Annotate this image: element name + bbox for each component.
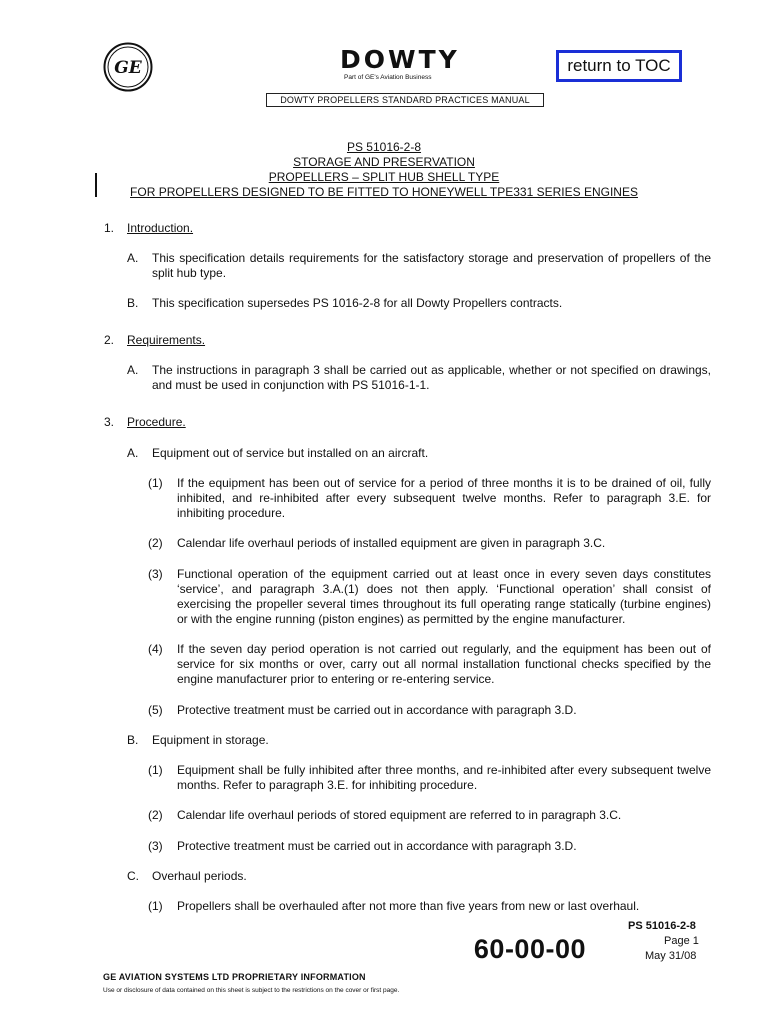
s3-c-text: Overhaul periods. <box>152 869 247 883</box>
section-2-number: 2. <box>104 333 115 347</box>
s3-a4-text: If the seven day period operation is not carried out regularly, and the equipment has been out of service for six months or over, carry out all normal installation functional checks specified by the engine manufacturer prior to entering or re-entering service. <box>177 642 711 686</box>
section-1-number: 1. <box>104 221 115 235</box>
s1-a-letter: A. <box>127 251 139 265</box>
s3-a3-text: Functional operation of the equipment carried out at least once in every seven days constitutes ‘service’, and paragraph 3.A.(1) does not then apply. ‘Functional operation’ shall consist of exercising the propeller several times throughout its full operating range statically (turbine engines) or with the engine running (piston engines) as permitted by the engine manufacturer. <box>177 567 711 626</box>
return-to-toc-button[interactable]: return to TOC <box>556 50 682 82</box>
chapter-number: 60-00-00 <box>473 934 586 964</box>
title-line-3: FOR PROPELLERS DESIGNED TO BE FITTED TO HONEYWELL TPE331 SERIES ENGINES <box>130 185 638 199</box>
section-1-heading: Introduction. <box>127 221 194 235</box>
s3-c1-text: Propellers shall be overhauled after not more than five years from new or last overhaul. <box>177 899 640 913</box>
s3-b1-text: Equipment shall be fully inhibited after three months, and re-inhibited after every subsequent twelve months. Refer to paragraph 3.E. for inhibiting procedure. <box>177 763 711 792</box>
manual-title: DOWTY PROPELLERS STANDARD PRACTICES MANUAL <box>266 93 544 107</box>
s3-a2-number: (2) <box>148 536 163 550</box>
s2-a-text: The instructions in paragraph 3 shall be carried out as applicable, whether or not specified on drawings, and must be used in conjunction with PS 51016-1-1. <box>152 363 711 392</box>
s3-b1-number: (1) <box>148 763 163 777</box>
dowty-subtitle: Part of GE's Aviation Business <box>344 74 432 81</box>
s3-b-letter: B. <box>127 733 139 747</box>
s3-c-letter: C. <box>127 869 139 883</box>
s3-a-text: Equipment out of service but installed on an aircraft. <box>152 446 429 460</box>
footer-doc-id: PS 51016-2-8 <box>628 920 696 932</box>
s3-a3-number: (3) <box>148 567 163 581</box>
document-title <box>0 140 768 200</box>
s3-b3-number: (3) <box>148 839 163 853</box>
s3-b2-number: (2) <box>148 808 163 822</box>
section-3-number: 3. <box>104 415 115 429</box>
dowty-logo <box>340 47 480 82</box>
ge-logo <box>103 42 153 92</box>
section-2-heading: Requirements. <box>127 333 206 347</box>
s3-a4-number: (4) <box>148 642 163 656</box>
s3-b3-text: Protective treatment must be carried out in accordance with paragraph 3.D. <box>177 839 577 853</box>
s3-a5-number: (5) <box>148 703 163 717</box>
title-doc-id: PS 51016-2-8 <box>346 140 422 154</box>
proprietary-label: GE AVIATION SYSTEMS LTD PROPRIETARY INFORMATION <box>103 972 366 982</box>
s1-a-text: This specification details requirements for the satisfactory storage and preservation of propellers of the split hub type. <box>152 251 711 280</box>
dowty-wordmark: DOWTY <box>340 45 460 74</box>
svg-text:GE: GE <box>114 58 142 78</box>
s3-b2-text: Calendar life overhaul periods of stored equipment are referred to in paragraph 3.C. <box>177 808 622 822</box>
change-bar <box>95 173 97 197</box>
s1-b-letter: B. <box>127 296 139 310</box>
s3-a1-number: (1) <box>148 476 163 490</box>
disclosure-notice: Use or disclosure of data contained on this sheet is subject to the restrictions on the cover or first page. <box>103 987 400 994</box>
s3-a1-text: If the equipment has been out of service for a period of three months it is to be drained of oil, fully inhibited, and re-inhibited after every subsequent twelve months. Refer to paragraph 3.E. for inhibiting procedure. <box>177 476 711 520</box>
s3-b-text: Equipment in storage. <box>152 733 269 747</box>
s1-b-text: This specification supersedes PS 1016-2-8 for all Dowty Propellers contracts. <box>152 296 563 310</box>
title-line-1: STORAGE AND PRESERVATION <box>293 155 475 169</box>
s3-a-letter: A. <box>127 446 139 460</box>
s3-c1-number: (1) <box>148 899 163 913</box>
page-number: Page 1 <box>664 935 699 947</box>
s2-a-letter: A. <box>127 363 139 377</box>
title-line-2: PROPELLERS – SPLIT HUB SHELL TYPE <box>268 170 500 184</box>
section-3-heading: Procedure. <box>127 415 186 429</box>
s3-a5-text: Protective treatment must be carried out in accordance with paragraph 3.D. <box>177 703 577 717</box>
revision-date: May 31/08 <box>645 950 697 962</box>
s3-a2-text: Calendar life overhaul periods of installed equipment are given in paragraph 3.C. <box>177 536 606 550</box>
